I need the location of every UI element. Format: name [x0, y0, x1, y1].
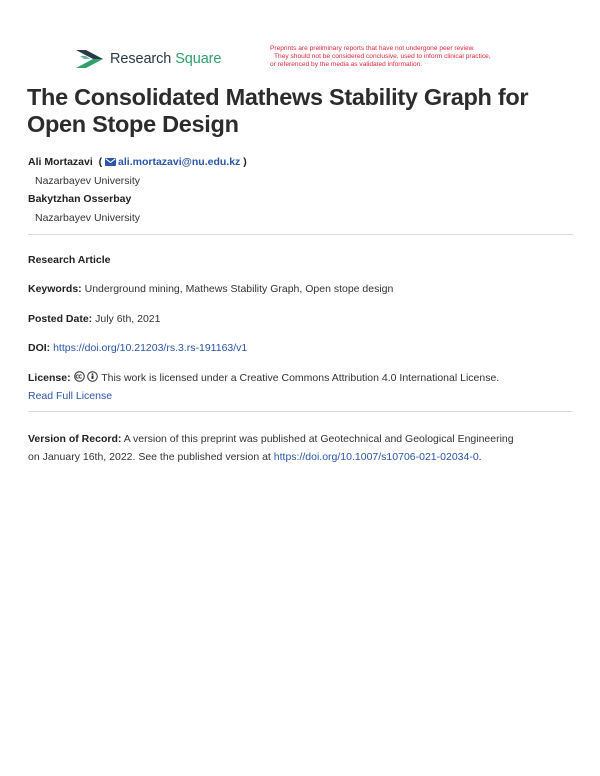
author-email-link[interactable]: ali.mortazavi@nu.edu.kz: [118, 156, 241, 168]
cc-by-icon: [87, 371, 98, 382]
posted-date-value: July 6th, 2021: [95, 313, 161, 325]
article-type-label: Research Article: [28, 254, 111, 266]
doi-field: [28, 340, 573, 358]
research-square-logo[interactable]: [76, 48, 221, 70]
research-square-logo-icon: [76, 48, 103, 70]
author-affiliation: Nazarbayev University: [35, 211, 141, 224]
logo-word-square: Square: [175, 51, 222, 67]
author-list: [28, 153, 247, 227]
mail-icon: [105, 158, 116, 166]
author-affiliation: Nazarbayev University: [35, 174, 141, 187]
published-version-link[interactable]: https://doi.org/10.1007/s10706-021-02034-0: [273, 450, 479, 463]
author-name: Ali Mortazavi: [28, 156, 93, 168]
page-title: The Consolidated Mathews Stability Graph for Open Stope Design: [27, 84, 529, 137]
author-name: Bakytzhan Osserbay: [28, 193, 132, 205]
divider: [28, 411, 573, 412]
logo-text: [110, 51, 221, 67]
keywords-field: [28, 281, 573, 299]
cc-icon: [74, 371, 85, 382]
version-of-record-end: .: [478, 450, 482, 463]
license-label: License:: [28, 372, 71, 384]
preprint-disclaimer: [270, 45, 550, 70]
keywords-value: Underground mining, Mathews Stability Graph, Open stope design: [84, 283, 394, 295]
disclaimer-line: or referenced by the media as validated information.: [270, 61, 423, 69]
article-type: [28, 252, 573, 270]
doi-link[interactable]: https://doi.org/10.21203/rs.3.rs-191163/v1: [53, 342, 248, 354]
read-full-license-link[interactable]: Read Full License: [28, 389, 113, 402]
divider: [28, 234, 573, 235]
logo-word-research: Research: [110, 51, 172, 67]
disclaimer-line: They should not be considered conclusive, used to inform clinical practice,: [274, 53, 491, 61]
doi-label: DOI:: [28, 342, 51, 354]
license-text: This work is licensed under a Creative Commons Attribution 4.0 International License.: [101, 372, 500, 384]
posted-date-field: [28, 311, 573, 329]
author-1: [28, 153, 247, 172]
posted-date-label: Posted Date:: [28, 313, 93, 325]
version-of-record-text: A version of this preprint was published at Geotechnical and Geological Engineering: [123, 433, 514, 445]
version-of-record-label: Version of Record:: [28, 433, 122, 445]
license-field: [28, 370, 573, 405]
keywords-label: Keywords:: [28, 283, 82, 295]
version-of-record: [28, 431, 573, 466]
disclaimer-line: Preprints are preliminary reports that have not undergone peer review.: [270, 45, 475, 52]
email-wrapper: ( ali.mortazavi@nu.edu.kz ): [95, 156, 247, 168]
version-of-record-text: on January 16th, 2022. See the published version at: [28, 450, 271, 463]
